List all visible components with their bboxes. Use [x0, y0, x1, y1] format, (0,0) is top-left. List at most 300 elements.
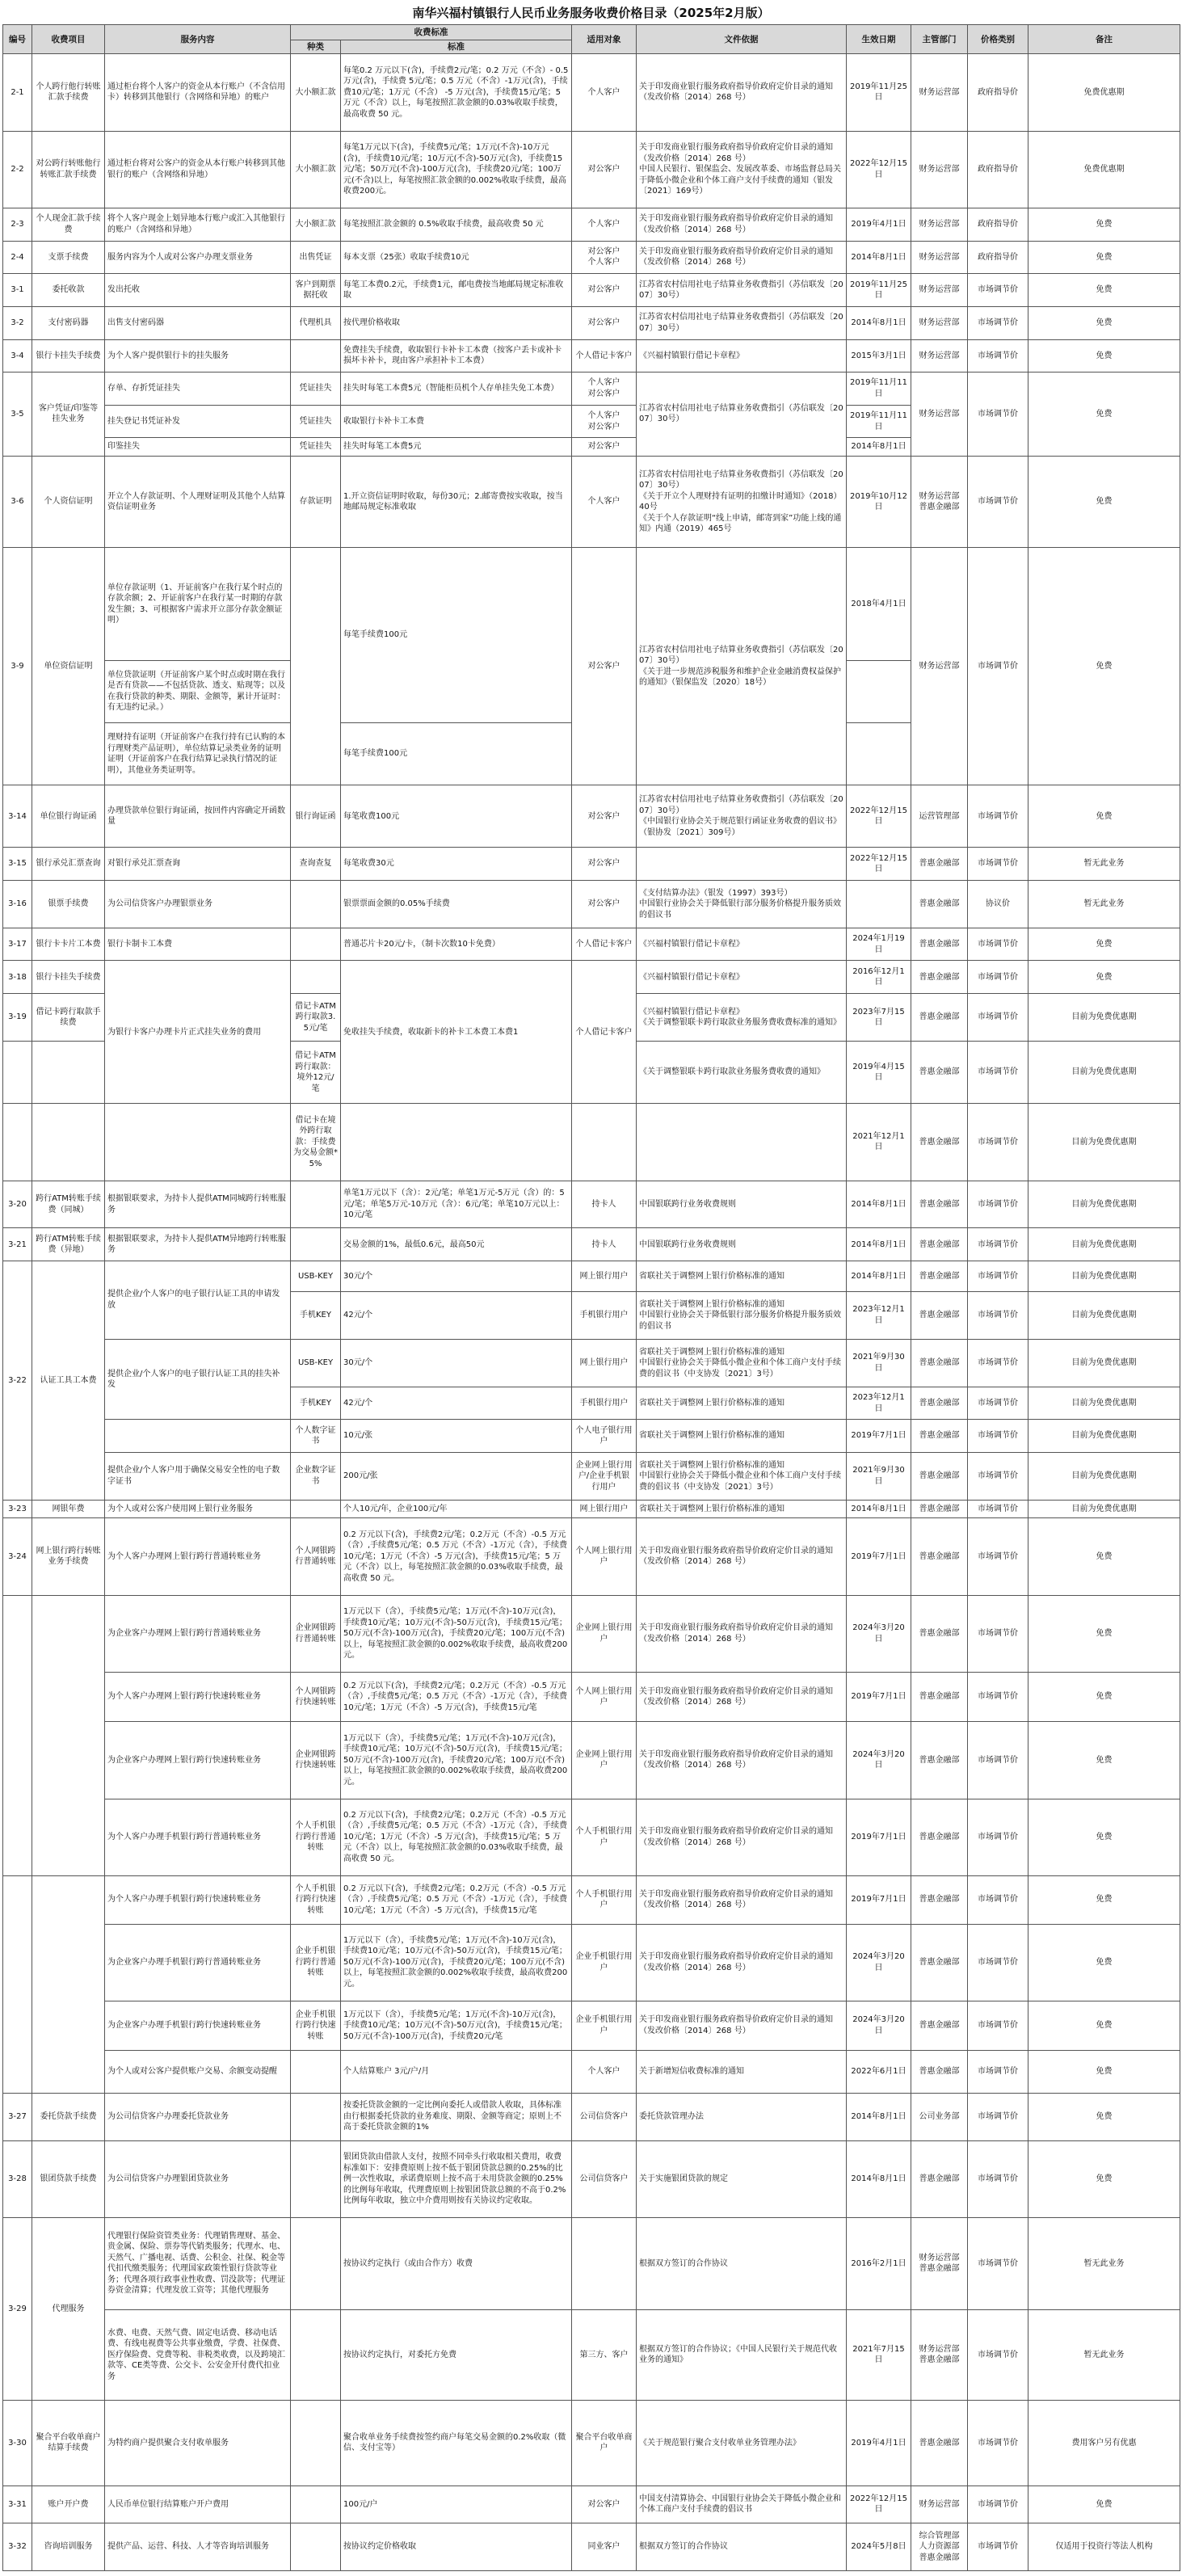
cell-no: 3-5 — [3, 373, 32, 457]
header-dept: 主管部门 — [911, 25, 968, 54]
cell-ptype: 市场调节价 — [968, 1500, 1028, 1517]
cell-ptype: 政府指导价 — [968, 208, 1028, 242]
cell-content: 为企业客户办理网上银行跨行快速转账业务 — [105, 1722, 291, 1799]
cell-item: 客户凭证/印鉴等挂失业务 — [32, 373, 105, 457]
cell-remark: 免费优惠期 — [1028, 54, 1180, 131]
cell-ptype: 市场调节价 — [968, 2001, 1028, 2050]
cell-dept: 普惠金融部 — [911, 2001, 968, 2050]
cell-remark: 免费 — [1028, 456, 1180, 548]
cell-std: 银团贷款由借款人支付，按照不同牵头行收取相关费用，收费标准如下：安排费原则上按不低于银团贷款总额的0.25%的比例一次性收取，承诺费原则上按不高于未用贷款金额的0.25%的比例每年收取，代理费原则上按银团贷款总额的不高于0.2%比例每年收取，独立中介费用则按有关协议约定收取。 — [341, 2140, 572, 2217]
cell-date: 2019年11月11日 — [847, 405, 911, 438]
cell-item: 代理服务 — [32, 2218, 105, 2401]
cell-remark: 暂无此业务 — [1028, 2218, 1180, 2310]
cell-kind: 个人网银跨行快速转账 — [291, 1673, 341, 1722]
table-row — [3, 456, 1180, 548]
cell-dept: 普惠金融部 — [911, 1924, 968, 2001]
cell-kind: 个人网银跨行普通转账 — [291, 1518, 341, 1595]
header-standard: 收费标准 — [291, 25, 572, 40]
cell-item — [32, 1041, 105, 1103]
cell-target: 个人手机银行用户 — [572, 1799, 637, 1875]
cell-remark: 目前为免费优惠期 — [1028, 1292, 1180, 1340]
cell-ptype: 市场调节价 — [968, 1228, 1028, 1261]
cell-std: 每笔按照汇款金额的 0.5%收取手续费，最高收费 50 元 — [341, 208, 572, 242]
cell-std: 个人10元/年，企业100元/年 — [341, 1500, 572, 1517]
cell-ptype: 市场调节价 — [968, 1339, 1028, 1387]
cell-item: 跨行ATM转账手续费（同城） — [32, 1181, 105, 1228]
cell-basis: 关于印发商业银行服务政府指导价政府定价目录的通知（发改价格〔2014〕268 号） — [637, 1875, 847, 1924]
cell-ptype: 市场调节价 — [968, 1722, 1028, 1799]
cell-std: 挂失时每笔工本费5元（智能柜员机个人存单挂失免工本费） — [341, 373, 572, 406]
cell-target: 个人客户 — [572, 456, 637, 548]
cell-content: 提供企业/个人客户用于确保交易安全性的电子数字证书 — [105, 1453, 291, 1501]
cell-kind — [291, 2486, 341, 2523]
cell-kind — [291, 961, 341, 994]
cell-no: 2-3 — [3, 208, 32, 242]
cell-no: 3-24 — [3, 1518, 32, 1595]
cell-item: 银团贷款手续费 — [32, 2140, 105, 2217]
cell-dept: 普惠金融部 — [911, 1261, 968, 1292]
cell-target: 对公客户 — [572, 880, 637, 928]
cell-remark: 免费 — [1028, 1595, 1180, 1672]
cell-std: 1万元以下（含），手续费5元/笔；1万元(不含)-10万元(含)，手续费10元/笔；10万元(不含)-50万元(含)，手续费15元/笔；50万元(不含)-100万元(含)，手续费20元/笔；100万元(不含)以上，每笔按照汇款金额的0.002%收取手续费，最高收费200元。 — [341, 1595, 572, 1672]
cell-basis: 江苏省农村信用社电子结算业务收费指引（苏信联发〔2007〕30号） 《关于进一步规范涉税服务和维护企业金融消费权益保护的通知》（银保监发〔2020〕18号） — [637, 548, 847, 785]
cell-date: 2018年4月1日 — [847, 548, 911, 660]
cell-kind: 存款证明 — [291, 456, 341, 548]
cell-target — [572, 1104, 637, 1181]
cell-no: 3-20 — [3, 1181, 32, 1228]
cell-ptype: 市场调节价 — [968, 848, 1028, 881]
cell-ptype: 市场调节价 — [968, 339, 1028, 373]
cell-no: 3-23 — [3, 1500, 32, 1517]
cell-date: 2022年12月15日 — [847, 848, 911, 881]
cell-basis: 省联社关于调整网上银行价格标准的通知 — [637, 1500, 847, 1517]
cell-basis: 省联社关于调整网上银行价格标准的通知 中国银行业协会关于降低小微企业和个体工商户支付手续费的倡议书（中支协发〔2021〕3号） — [637, 1339, 847, 1387]
cell-std: 0.2 万元以下(含)，手续费2元/笔；0.2万元（不含）-0.5 万元（含）,手续费5元/笔；0.5 万元（不含）-1万元（含），手续费10元/笔；1万元（不含）-5 万元(含)，手续费15元/笔 — [341, 1875, 572, 1924]
cell-std: 每笔手续费100元 — [341, 548, 572, 723]
cell-no: 3-15 — [3, 848, 32, 881]
cell-std: 银票票面金额的0.05%手续费 — [341, 880, 572, 928]
cell-item: 银行卡挂失手续费 — [32, 339, 105, 373]
table-row — [3, 1518, 1180, 1595]
table-row — [3, 1339, 1180, 1387]
cell-kind: 企业网银跨行快速转账 — [291, 1722, 341, 1799]
cell-remark: 免费 — [1028, 1875, 1180, 1924]
cell-date: 2023年12月1日 — [847, 1292, 911, 1340]
cell-date: 2014年8月1日 — [847, 1500, 911, 1517]
header-kind: 种类 — [291, 40, 341, 54]
cell-date: 2024年1月19日 — [847, 928, 911, 961]
cell-dept: 财务运营部 普惠金融部 — [911, 2218, 968, 2310]
cell-remark: 免费 — [1028, 1924, 1180, 2001]
cell-dept: 普惠金融部 — [911, 928, 968, 961]
cell-basis: 江苏省农村信用社电子结算业务收费指引（苏信联发〔2007〕30号） 《关于开立个人理财持有证明的扣缴计时通知》（2018）40号 《关于个人存款证明“线上申请，邮寄到家”功能上线的通知》内通（2019）465号 — [637, 456, 847, 548]
cell-dept: 普惠金融部 — [911, 1292, 968, 1340]
cell-ptype: 市场调节价 — [968, 2401, 1028, 2486]
cell-std: 每笔1万元以下(含)，手续费5元/笔；1万元(不含)-10万元(含)，手续费10元/笔；10万元(不含)-50万元(含)，手续费15元/笔；50万元(不含)-100万元(含)，手续费20元/笔；100万元(不含)以上，每笔按照汇款金额的0.002%收取手续费，最高收费200元。 — [341, 131, 572, 208]
cell-target: 个人客户 对公客户 — [572, 405, 637, 438]
table-row — [3, 1181, 1180, 1228]
table-row — [3, 1453, 1180, 1501]
cell-remark: 费用客户另有优惠 — [1028, 2401, 1180, 2486]
cell-dept: 普惠金融部 — [911, 1228, 968, 1261]
cell-std: 0.2 万元以下(含)，手续费2元/笔；0.2万元（不含）-0.5 万元（含）,手续费5元/笔；0.5 万元（不含）-1万元（含），手续费10元/笔；1万元（不含）-5 万元(含)，手续费15元/笔；5 万元（不含）以上，每笔按照汇款金额的0.03%收取手续费，最高收费 50 元。 — [341, 1799, 572, 1875]
cell-date — [847, 723, 911, 785]
cell-no: 3-17 — [3, 928, 32, 961]
cell-dept: 财务运营部 — [911, 131, 968, 208]
cell-item: 支票手续费 — [32, 241, 105, 274]
cell-item: 委托收款 — [32, 274, 105, 307]
cell-ptype: 市场调节价 — [968, 2140, 1028, 2217]
cell-content: 开立个人存款证明、个人理财证明及其他个人结算资信证明业务 — [105, 456, 291, 548]
cell-content: 为特约商户提供聚合支付收单服务 — [105, 2401, 291, 2486]
cell-dept: 普惠金融部 — [911, 2401, 968, 2486]
cell-kind: 借记卡ATM跨行取款：境外12元/笔 — [291, 1041, 341, 1103]
cell-date: 2016年2月1日 — [847, 2218, 911, 2310]
table-row — [3, 548, 1180, 660]
cell-remark: 免费 — [1028, 548, 1180, 785]
table-body — [3, 54, 1180, 2571]
cell-std: 免费挂失手续费，收取银行卡补卡工本费（按客户丢卡或补卡损坏卡补卡，现由客户承担补卡工本费） — [341, 339, 572, 373]
cell-target: 网上银行用户 — [572, 1500, 637, 1517]
cell-item: 支付密码器 — [32, 306, 105, 339]
cell-content — [105, 1104, 291, 1181]
cell-remark: 目前为免费优惠期 — [1028, 1041, 1180, 1103]
cell-kind: USB-KEY — [291, 1339, 341, 1387]
table-row — [3, 274, 1180, 307]
cell-item: 银行卡挂失手续费 — [32, 961, 105, 994]
cell-ptype: 市场调节价 — [968, 373, 1028, 457]
table-row — [3, 1228, 1180, 1261]
cell-kind: 凭证挂失 — [291, 373, 341, 406]
cell-std: 每本支票（25张）收取手续费10元 — [341, 241, 572, 274]
cell-content: 银行卡制卡工本费 — [105, 928, 291, 961]
cell-basis: 省联社关于调整网上银行价格标准的通知 中国银行业协会关于降低小微企业和个体工商户支付手续费的倡议书（中支协发〔2021〕3号） — [637, 1453, 847, 1501]
cell-item: 个人现金汇款手续费 — [32, 208, 105, 242]
cell-item: 个人资信证明 — [32, 456, 105, 548]
cell-std: 1万元以下（含），手续费5元/笔；1万元(不含)-10万元(含)，手续费10元/笔；10万元(不含)-50万元(含)，手续费15元/笔；50万元(不含)-100万元(含)，手续费20元/笔；100万元(不含)以上，每笔按照汇款金额的0.002%收取手续费，最高收费200元。 — [341, 1924, 572, 2001]
cell-dept: 普惠金融部 — [911, 1387, 968, 1420]
table-row — [3, 2401, 1180, 2486]
cell-target: 手机银行用户 — [572, 1292, 637, 1340]
table-row — [3, 2001, 1180, 2050]
cell-basis: 关于印发商业银行服务政府指导价政府定价目录的通知（发改价格〔2014〕268 号） — [637, 1673, 847, 1722]
cell-remark: 免费 — [1028, 2050, 1180, 2093]
cell-date: 2019年7月1日 — [847, 1518, 911, 1595]
cell-target: 公司信贷客户 — [572, 2093, 637, 2140]
cell-content: 为个人或对公客户使用网上银行业务服务 — [105, 1500, 291, 1517]
cell-ptype: 协议价 — [968, 880, 1028, 928]
cell-date: 2021年7月15日 — [847, 2309, 911, 2400]
cell-std: 按协议约定执行（或由合作方）收费 — [341, 2218, 572, 2310]
cell-ptype: 市场调节价 — [968, 2523, 1028, 2570]
cell-target: 聚合平台收单商户 — [572, 2401, 637, 2486]
cell-target: 企业手机银行用户 — [572, 1924, 637, 2001]
cell-std: 普通芯片卡20元/卡，（制卡次数10卡免费） — [341, 928, 572, 961]
cell-dept: 普惠金融部 — [911, 1500, 968, 1517]
cell-content: 为公司信贷客户办理银团贷款业务 — [105, 2140, 291, 2217]
cell-std: 每笔收费30元 — [341, 848, 572, 881]
cell-remark: 免费 — [1028, 2093, 1180, 2140]
cell-dept: 普惠金融部 — [911, 961, 968, 994]
cell-ptype: 市场调节价 — [968, 2050, 1028, 2093]
cell-no — [3, 1104, 32, 1181]
cell-kind: 借记卡在境外跨行取款：手续费为交易金额*5% — [291, 1104, 341, 1181]
cell-dept: 普惠金融部 — [911, 1595, 968, 1672]
header-content: 服务内容 — [105, 25, 291, 54]
cell-no: 3-32 — [3, 2523, 32, 2570]
cell-std: 挂失时每笔工本费5元 — [341, 438, 572, 456]
header-ptype: 价格类别 — [968, 25, 1028, 54]
cell-target: 企业网上银行用户 — [572, 1722, 637, 1799]
cell-std: 按委托贷款金额的一定比例向委托人或借款人收取，具体标准由行根据委托贷款的业务难度、期限、金额等商定；原则上不高于委托贷款金额的1% — [341, 2093, 572, 2140]
cell-ptype: 市场调节价 — [968, 2309, 1028, 2400]
cell-target: 对公客户 个人客户 — [572, 241, 637, 274]
cell-ptype: 市场调节价 — [968, 928, 1028, 961]
cell-basis: 《兴福村镇银行借记卡章程》 — [637, 339, 847, 373]
cell-dept: 财务运营部 — [911, 208, 968, 242]
cell-date: 2024年3月20日 — [847, 1722, 911, 1799]
cell-std: 单笔1万元以下（含）：2元/笔；单笔1万元-5万元（含）的：5元/笔；单笔5万元-10万元（含）：6元/笔；单笔10万元以上：10元/笔 — [341, 1181, 572, 1228]
cell-basis: 《兴福村镇银行借记卡章程》 — [637, 928, 847, 961]
cell-dept: 公司业务部 — [911, 2093, 968, 2140]
cell-content: 印鉴挂失 — [105, 438, 291, 456]
table-row — [3, 1104, 1180, 1181]
cell-item — [32, 1595, 105, 1875]
cell-target: 同业客户 — [572, 2523, 637, 2570]
cell-kind: 大小额汇款 — [291, 208, 341, 242]
cell-target: 对公客户 — [572, 848, 637, 881]
cell-remark: 免费 — [1028, 2001, 1180, 2050]
cell-kind — [291, 2140, 341, 2217]
cell-kind — [291, 928, 341, 961]
cell-kind: 手机KEY — [291, 1387, 341, 1420]
cell-dept: 财务运营部 — [911, 274, 968, 307]
table-header — [3, 25, 1180, 54]
cell-target: 个人客户 对公客户 — [572, 373, 637, 406]
cell-std: 免收挂失手续费，收取新卡的补卡工本费工本费1 — [341, 961, 572, 1104]
cell-dept: 综合管理部 人力资源部 普惠金融部 — [911, 2523, 968, 2570]
cell-kind — [291, 2218, 341, 2310]
cell-content: 通过柜台将个人客户的资金从本行账户（不含信用卡）转移到其他银行（含网络和异地）的账户 — [105, 54, 291, 131]
cell-dept: 普惠金融部 — [911, 880, 968, 928]
cell-date: 2014年8月1日 — [847, 438, 911, 456]
header-remark: 备注 — [1028, 25, 1180, 54]
cell-item — [32, 1875, 105, 2093]
cell-basis: 根据双方签订的合作协议；《中国人民银行关于规范代收业务的通知》 — [637, 2309, 847, 2400]
cell-target: 对公客户 — [572, 785, 637, 848]
cell-date: 2014年8月1日 — [847, 2093, 911, 2140]
cell-basis: 根据双方签订的合作协议 — [637, 2523, 847, 2570]
page-title: 南华兴福村镇银行人民币业务服务收费价格目录（2025年2月版） — [412, 6, 770, 20]
cell-ptype: 市场调节价 — [968, 994, 1028, 1042]
cell-remark: 免费 — [1028, 241, 1180, 274]
cell-remark: 免费 — [1028, 1722, 1180, 1799]
cell-date: 2019年11月11日 — [847, 373, 911, 406]
table-row — [3, 1261, 1180, 1292]
cell-date: 2024年3月20日 — [847, 2001, 911, 2050]
cell-target: 对公客户 — [572, 548, 637, 785]
cell-ptype: 市场调节价 — [968, 1673, 1028, 1722]
cell-dept: 普惠金融部 — [911, 994, 968, 1042]
cell-remark: 免费 — [1028, 2140, 1180, 2217]
cell-kind — [291, 339, 341, 373]
header-date: 生效日期 — [847, 25, 911, 54]
cell-basis: 《支付结算办法》（银发（1997）393号） 中国银行业协会关于降低银行部分服务价格提升服务质效的倡议书 — [637, 880, 847, 928]
cell-std: 按协议约定价格收取 — [341, 2523, 572, 2570]
cell-kind — [291, 2401, 341, 2486]
cell-ptype: 市场调节价 — [968, 785, 1028, 848]
cell-item: 跨行ATM转账手续费（异地） — [32, 1228, 105, 1261]
cell-item: 单位银行询证函 — [32, 785, 105, 848]
cell-ptype: 政府指导价 — [968, 131, 1028, 208]
cell-remark: 免费 — [1028, 1518, 1180, 1595]
table-row — [3, 2050, 1180, 2093]
cell-target: 企业网上银行用户/企业手机银行用户 — [572, 1453, 637, 1501]
cell-ptype: 市场调节价 — [968, 1799, 1028, 1875]
cell-remark: 目前为免费优惠期 — [1028, 994, 1180, 1042]
cell-ptype: 市场调节价 — [968, 1041, 1028, 1103]
cell-date: 2024年3月20日 — [847, 1924, 911, 2001]
table-row — [3, 373, 1180, 406]
cell-basis: 关于实施银团贷款的规定 — [637, 2140, 847, 2217]
cell-date: 2019年4月1日 — [847, 2401, 911, 2486]
cell-remark: 目前为免费优惠期 — [1028, 1181, 1180, 1228]
cell-basis: 中国银联跨行业务收费规则 — [637, 1181, 847, 1228]
table-row — [3, 339, 1180, 373]
cell-remark: 免费 — [1028, 961, 1180, 994]
cell-basis: 关于印发商业银行服务政府指导价政府定价目录的通知（发改价格〔2014〕268 号） — [637, 1722, 847, 1799]
cell-remark: 免费 — [1028, 1673, 1180, 1722]
cell-item: 银票手续费 — [32, 880, 105, 928]
cell-date: 2022年6月1日 — [847, 2050, 911, 2093]
cell-target: 个人客户 — [572, 2050, 637, 2093]
cell-item: 对公跨行转账他行转账汇款手续费 — [32, 131, 105, 208]
cell-date: 2014年8月1日 — [847, 2140, 911, 2217]
cell-item: 账户开户费 — [32, 2486, 105, 2523]
cell-ptype: 市场调节价 — [968, 1387, 1028, 1420]
cell-ptype: 市场调节价 — [968, 1261, 1028, 1292]
cell-std: 收取银行卡补卡工本费 — [341, 405, 572, 438]
cell-kind — [291, 548, 341, 785]
cell-dept: 财务运营部 — [911, 373, 968, 457]
cell-target: 企业网上银行用户 — [572, 1595, 637, 1672]
cell-kind: 客户到期票据托收 — [291, 274, 341, 307]
cell-dept: 普惠金融部 — [911, 1673, 968, 1722]
cell-target: 个人网上银行用户 — [572, 1673, 637, 1722]
cell-no — [3, 1875, 32, 2093]
cell-content: 提供企业/个人客户的电子银行认证工具的申请发放 — [105, 1261, 291, 1340]
table-row — [3, 54, 1180, 131]
cell-date: 2022年12月15日 — [847, 2486, 911, 2523]
cell-remark: 仅适用于投资行等法人机构 — [1028, 2523, 1180, 2570]
cell-kind: 个人手机银行跨行快速转账 — [291, 1875, 341, 1924]
cell-content: 人民币单位银行结算账户开户费用 — [105, 2486, 291, 2523]
cell-kind: 查询查复 — [291, 848, 341, 881]
cell-ptype: 市场调节价 — [968, 1104, 1028, 1181]
cell-date: 2019年7月1日 — [847, 1673, 911, 1722]
cell-std: 42元/个 — [341, 1387, 572, 1420]
cell-dept: 普惠金融部 — [911, 1722, 968, 1799]
cell-item: 借记卡跨行取款手续费 — [32, 994, 105, 1042]
cell-dept: 财务运营部 — [911, 339, 968, 373]
cell-date: 2019年7月1日 — [847, 1420, 911, 1453]
cell-ptype: 市场调节价 — [968, 306, 1028, 339]
cell-kind — [291, 2523, 341, 2570]
cell-no: 2-1 — [3, 54, 32, 131]
cell-std: 0.2 万元以下(含)，手续费2元/笔；0.2万元（不含）-0.5 万元（含）,手续费5元/笔；0.5 万元（不含）-1万元（含），手续费10元/笔；1万元（不含）-5 万元(含)，手续费15元/笔 — [341, 1673, 572, 1722]
cell-dept: 财务运营部 — [911, 241, 968, 274]
table-row — [3, 961, 1180, 994]
cell-no: 3-9 — [3, 548, 32, 785]
cell-basis: 关于印发商业银行服务政府指导价政府定价目录的通知（发改价格〔2014〕268 号） — [637, 241, 847, 274]
cell-no: 3-19 — [3, 994, 32, 1042]
cell-remark: 目前为免费优惠期 — [1028, 1104, 1180, 1181]
cell-date: 2024年5月8日 — [847, 2523, 911, 2570]
cell-remark: 目前为免费优惠期 — [1028, 1420, 1180, 1453]
cell-no: 3-27 — [3, 2093, 32, 2140]
cell-ptype: 市场调节价 — [968, 1924, 1028, 2001]
cell-no — [3, 1041, 32, 1103]
cell-dept: 运营管理部 — [911, 785, 968, 848]
cell-basis: 《关于规范银行聚合支付收单业务管理办法》 — [637, 2401, 847, 2486]
cell-basis: 江苏省农村信用社电子结算业务收费指引（苏信联发〔2007〕30号） — [637, 274, 847, 307]
cell-content: 理财持有证明（开证前客户在我行持有已认购的本行理财类产品证明），单位结算记录类业务的证明证明（开证前客户在我行结算记录执行情况的证明），其他业务类证明等。 — [105, 723, 291, 785]
cell-target: 对公客户 — [572, 306, 637, 339]
cell-ptype: 市场调节价 — [968, 1875, 1028, 1924]
cell-remark: 免费 — [1028, 208, 1180, 242]
cell-remark: 免费 — [1028, 373, 1180, 457]
cell-content: 为个人客户办理手机银行跨行快速转账业务 — [105, 1875, 291, 1924]
table-row — [3, 2218, 1180, 2310]
cell-item: 银行卡卡片工本费 — [32, 928, 105, 961]
table-row — [3, 880, 1180, 928]
cell-ptype: 市场调节价 — [968, 1453, 1028, 1501]
cell-kind — [291, 2093, 341, 2140]
cell-content: 存单、存折凭证挂失 — [105, 373, 291, 406]
cell-target: 对公客户 — [572, 2486, 637, 2523]
cell-content: 为公司信贷客户办理银票业务 — [105, 880, 291, 928]
cell-date: 2014年8月1日 — [847, 1181, 911, 1228]
cell-kind: 借记卡ATM跨行取款3.5元/笔 — [291, 994, 341, 1042]
cell-kind: 大小额汇款 — [291, 131, 341, 208]
cell-content: 出售支付密码器 — [105, 306, 291, 339]
cell-std: 1万元以下（含），手续费5元/笔；1万元(不含)-10万元(含)，手续费10元/笔；10万元(不含)-50万元(含)，手续费15元/笔；50万元(不含)-100万元(含)，手续费20元/笔；100万元(不含)以上，每笔按照汇款金额的0.002%收取手续费，最高收费200元。 — [341, 1722, 572, 1799]
cell-date: 2019年7月1日 — [847, 1799, 911, 1875]
cell-target: 个人客户 — [572, 208, 637, 242]
cell-target: 个人电子银行用户 — [572, 1420, 637, 1453]
cell-remark: 目前为免费优惠期 — [1028, 1228, 1180, 1261]
cell-basis — [637, 1104, 847, 1181]
cell-ptype: 市场调节价 — [968, 2486, 1028, 2523]
table-row — [3, 1799, 1180, 1875]
table-row — [3, 1500, 1180, 1517]
cell-content: 发出托收 — [105, 274, 291, 307]
cell-item: 银行承兑汇票查询 — [32, 848, 105, 881]
cell-target: 个人借记卡客户 — [572, 961, 637, 1104]
cell-date: 2015年3月1日 — [847, 339, 911, 373]
cell-content: 为银行卡客户办理卡片正式挂失业务的费用 — [105, 961, 291, 1104]
cell-basis: 根据双方签订的合作协议 — [637, 2218, 847, 2310]
cell-ptype: 市场调节价 — [968, 2218, 1028, 2310]
cell-std: 1万元以下（含），手续费5元/笔；1万元(不含)-10万元(含)，手续费10元/笔；10万元(不含)-50万元(含)，手续费15元/笔；50万元(不含)-100万元(含)，手续费20元/笔 — [341, 2001, 572, 2050]
cell-date: 2019年10月12日 — [847, 456, 911, 548]
cell-remark: 免费优惠期 — [1028, 131, 1180, 208]
cell-target: 个人网上银行用户 — [572, 1518, 637, 1595]
header-item: 收费项目 — [32, 25, 105, 54]
cell-date: 2023年7月15日 — [847, 994, 911, 1042]
cell-target: 网上银行用户 — [572, 1339, 637, 1387]
table-row — [3, 2140, 1180, 2217]
